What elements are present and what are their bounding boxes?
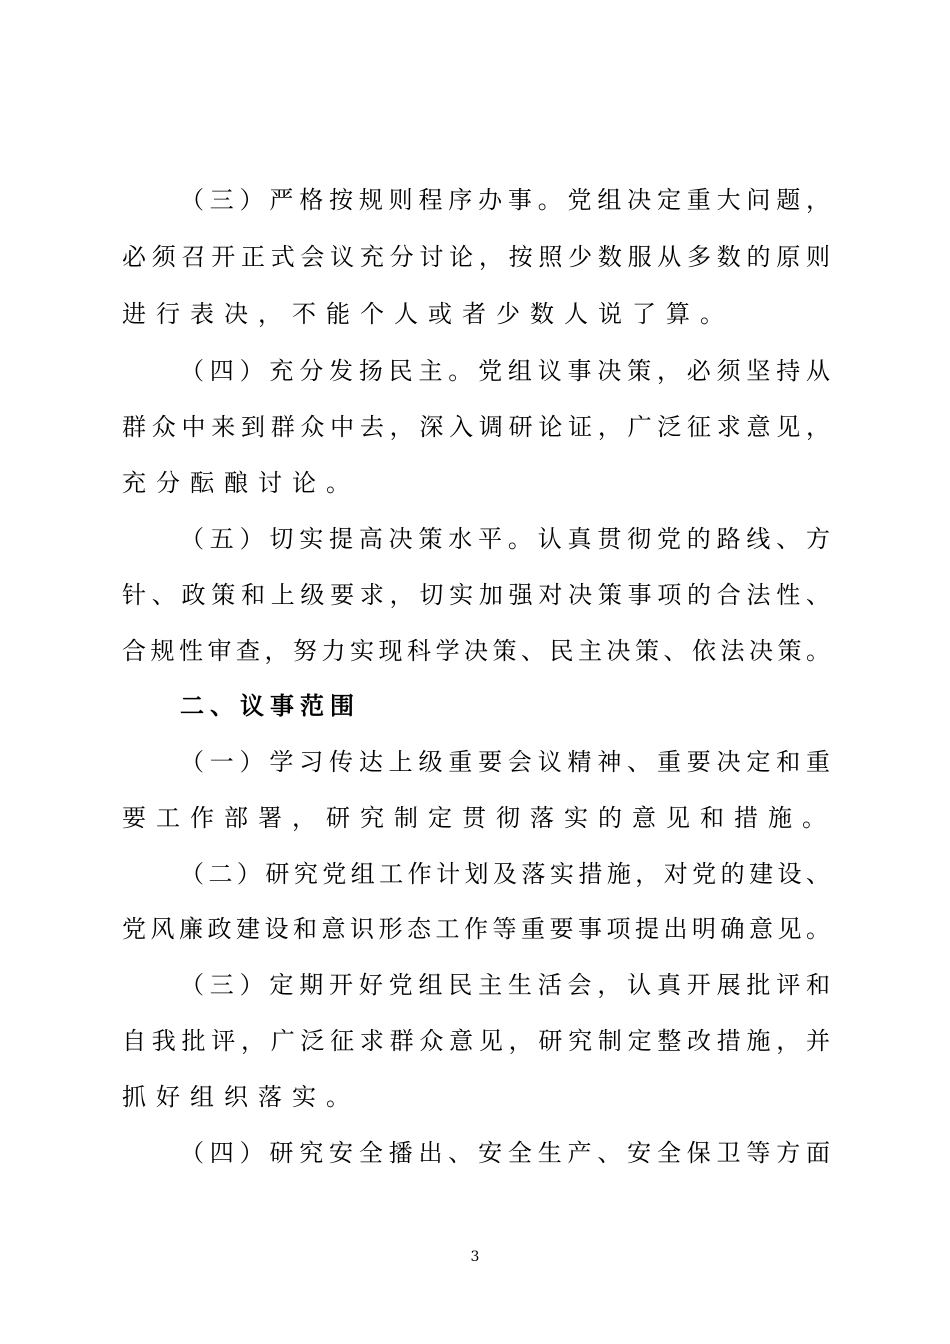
paragraph-line: 必须召开正式会议充分讨论，按照少数服从多数的原则 (122, 243, 830, 271)
paragraph-line: 进行表决，不能个人或者少数人说了算。 (122, 300, 734, 328)
paragraph-line: 党风廉政建设和意识形态工作等重要事项提出明确意见。 (122, 915, 830, 943)
paragraph-line: （二）研究党组工作计划及落实措施，对党的建设、 (180, 860, 830, 888)
paragraph-line: （四）充分发扬民主。党组议事决策，必须坚持从 (180, 357, 830, 385)
paragraph-line: 群众中来到群众中去，深入调研论证，广泛征求意见， (122, 413, 830, 441)
page-number: 3 (470, 1249, 480, 1265)
paragraph-line: （五）切实提高决策水平。认真贯彻党的路线、方 (180, 525, 830, 553)
paragraph-line: 充分酝酿讨论。 (122, 469, 360, 497)
paragraph-line: （三）定期开好党组民主生活会，认真开展批评和 (180, 971, 830, 999)
paragraph-line: 抓好组织落实。 (122, 1083, 360, 1111)
paragraph-line: 自我批评，广泛征求群众意见，研究制定整改措施，并 (122, 1027, 830, 1055)
paragraph-line: 针、政策和上级要求，切实加强对决策事项的合法性、 (122, 581, 830, 609)
section-heading: 二、议事范围 (180, 692, 360, 720)
paragraph-line: （三）严格按规则程序办事。党组决定重大问题， (180, 186, 830, 214)
paragraph-line: （四）研究安全播出、安全生产、安全保卫等方面 (180, 1139, 830, 1167)
paragraph-line: 合规性审查，努力实现科学决策、民主决策、依法决策。 (122, 637, 830, 665)
paragraph-line: 要工作部署，研究制定贯彻落实的意见和措施。 (122, 804, 836, 832)
paragraph-line: （一）学习传达上级重要会议精神、重要决定和重 (180, 748, 830, 776)
